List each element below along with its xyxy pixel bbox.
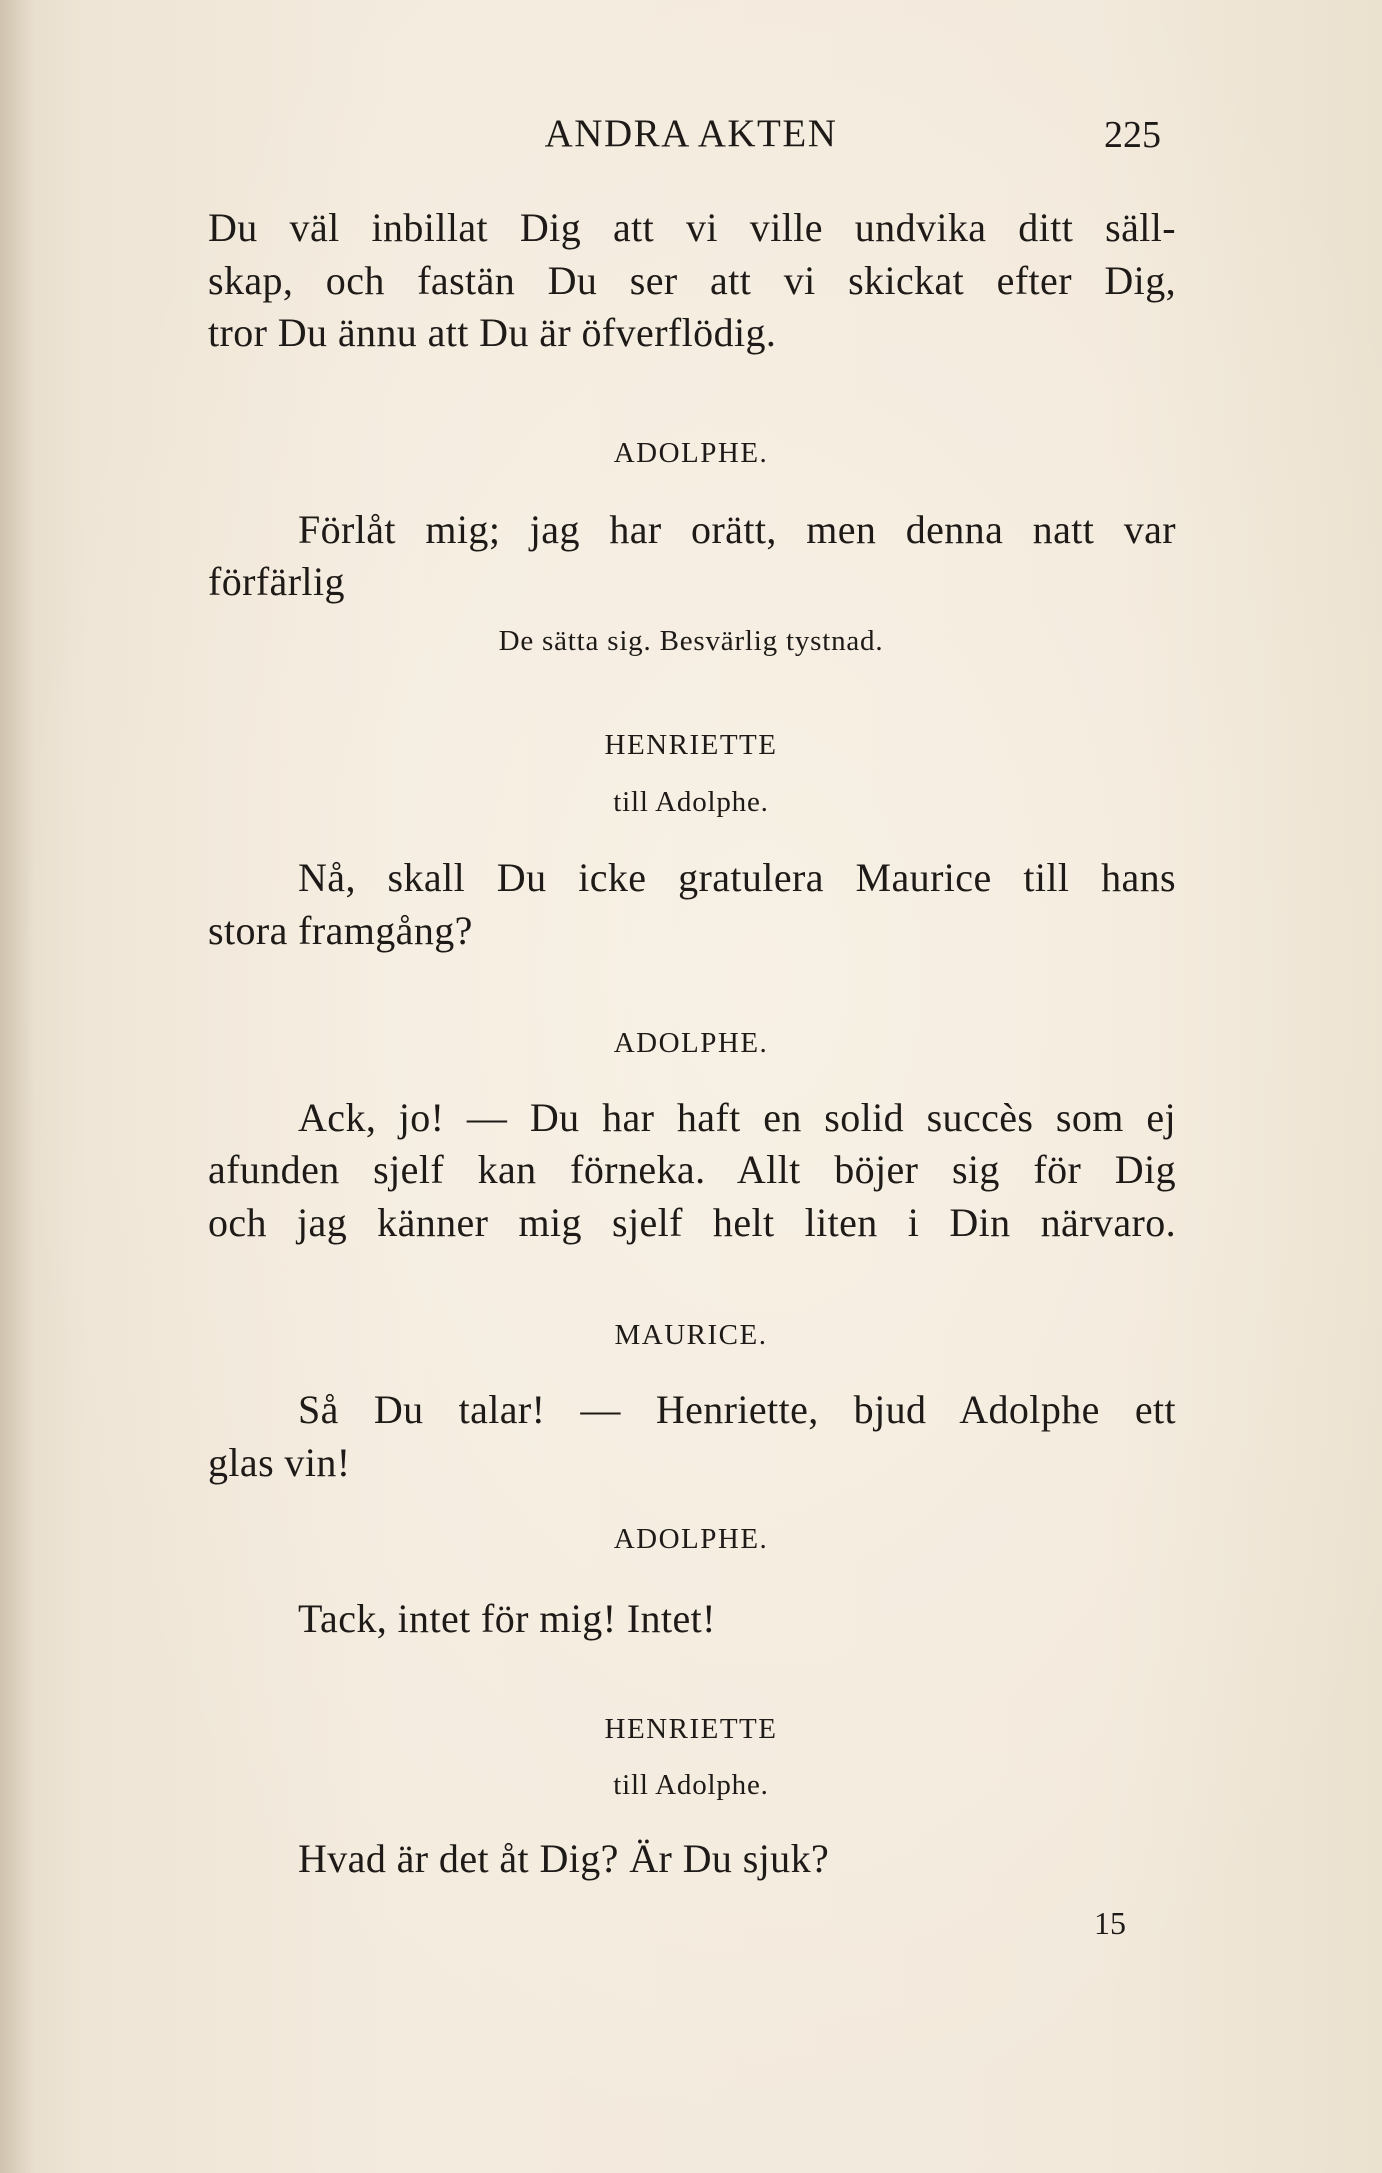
page-number: 225: [1104, 114, 1161, 156]
text-line: glas vin!: [208, 1440, 351, 1485]
text-line: skap, och fastän Du ser att vi skickat efter Dig,: [208, 258, 1176, 303]
text-line: Tack, intet för mig! Intet!: [298, 1596, 716, 1641]
text-line: tror Du ännu att Du är öfverflödig.: [208, 310, 777, 355]
stage-direction: De sätta sig. Besvärlig tystnad.: [498, 625, 884, 657]
text-line: Så Du talar! — Henriette, bjud Adolphe ett: [298, 1387, 1176, 1432]
stage-direction: till Adolphe.: [613, 786, 769, 818]
text-line: Hvad är det åt Dig? Är Du sjuk?: [298, 1836, 830, 1881]
speaker-name: HENRIETTE: [604, 1713, 778, 1745]
text-line: förfärlig: [208, 559, 345, 604]
text-line: Du väl inbillat Dig att vi ville undvika ditt säll-: [208, 205, 1176, 250]
text-line: Förlåt mig; jag har orätt, men denna natt var: [298, 507, 1176, 552]
running-title: ANDRA AKTEN: [544, 112, 838, 155]
speaker-name: ADOLPHE.: [613, 1523, 769, 1555]
page-gutter-shadow: [0, 0, 34, 2173]
speaker-name: HENRIETTE: [604, 729, 778, 761]
text-line: och jag känner mig sjelf helt liten i Din närvaro.: [208, 1200, 1176, 1245]
stage-direction: till Adolphe.: [613, 1769, 769, 1801]
speaker-name: ADOLPHE.: [613, 1027, 769, 1059]
signature-mark: 15: [1094, 1905, 1126, 1941]
text-line: Ack, jo! — Du har haft en solid succès som ej: [298, 1095, 1176, 1140]
text-line: afunden sjelf kan förneka. Allt böjer sig för Dig: [208, 1147, 1176, 1192]
speaker-name: MAURICE.: [614, 1319, 768, 1351]
text-line: stora framgång?: [208, 908, 473, 953]
speaker-name: ADOLPHE.: [613, 437, 769, 469]
text-line: Nå, skall Du icke gratulera Maurice till hans: [298, 855, 1176, 900]
